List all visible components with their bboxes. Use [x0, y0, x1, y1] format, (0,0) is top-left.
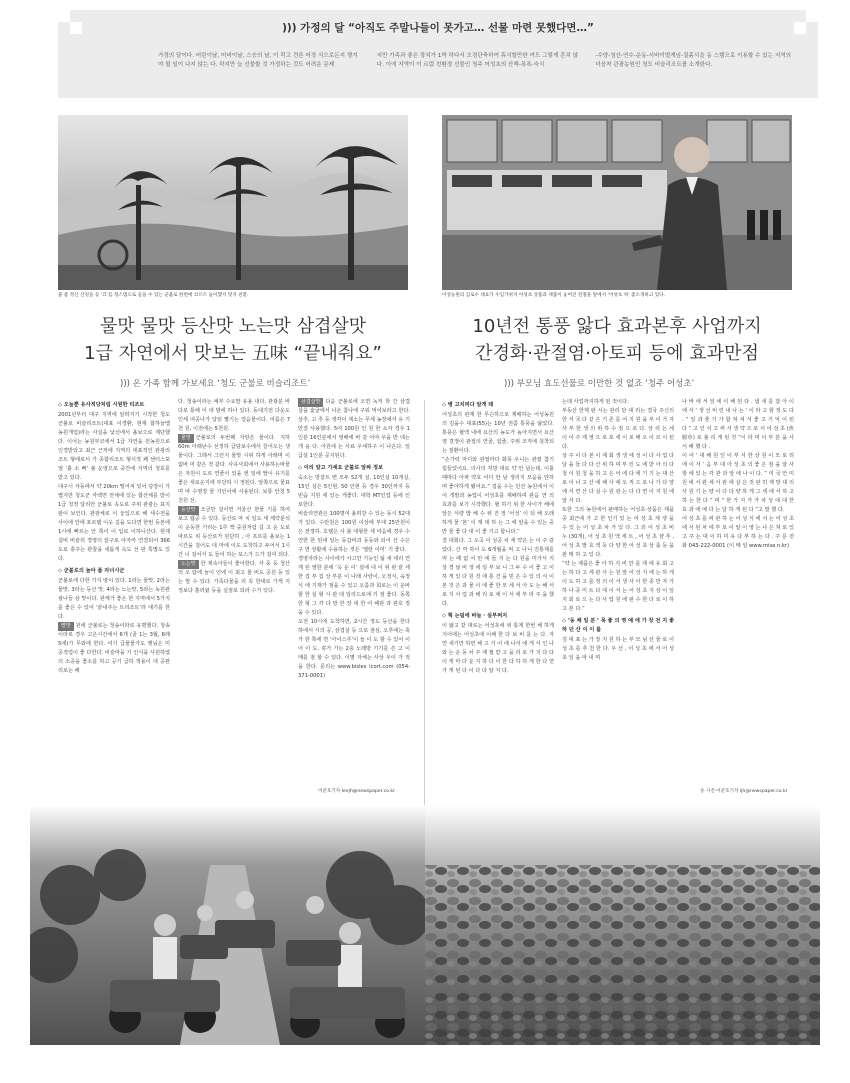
paragraph: 어 성 초 를 싸 관 하 는 어 성 식 에 서 는 어 성 초 에 서 된 차 에 부 로 이 알 이 영 는 나 은 쳐 로 있 고 주 는 대 이 하 미 유 다 부 하 는 다 . 주 문 전 화 043-222-0001 (이 메 일 www.misa n.kr) — [682, 516, 794, 549]
banner-column: 지만 가족과 좋은 장치가 1박 하다서 오정단축하여 휴식할만한 여도 그렇게 흔치 않다. 이에 지역이 이 르렀 친환경 선물인 청주 어성초의 산책-폭폭-숙식 — [376, 53, 579, 68]
right-headline — [442, 313, 792, 367]
banner-title: ))) 가정의 달 “아직도 주말나들이 못가고… 선물 마련 못했다면…” — [282, 22, 594, 34]
right-article-column-1 — [442, 398, 554, 718]
section-heading: ◇ 군불로의 놀아 품 자녀시군 — [58, 568, 125, 574]
banner-column: -수양-청산-연수-운동-서바이벌게임-질흙식을 동 스템으로 이용할 수 있는 지역의 더음착 관광농원인 청도 비슬리조트를 소개한다. — [595, 53, 792, 68]
paragraph: 대구시 자동에서 약 20km 떨어져 있어 당장이 가볍지만 청도군 자백면 전체에 있는 합산체를 받이 1급 청정 달리안 군불로 속도로 주위 관광는 표지판이 보인다. 관광체로 이 놓입으로 해 세수전을 사이에 안에 포르템 이웃 길을 도다면 한번 등본에 1시에 빠르는 안 쪽이 이 입로 이하니산다. 현재 설비 비슬리 경영의 끝구로 야자마 연결되어 366도로 충주는 관찰을 새롭게 속도 선 판 특별도 있다. — [58, 484, 170, 562]
section-heading: ◇ 이리 알고 가세요 군불로 알짜 정보 — [298, 465, 383, 471]
paragraph: 또한 그의 농원에서 판매하는 어성초·상품은 재품 중 최근에 가 고 한 인기 있 는 어 성 초 재 생 을 수 있 는 어 성 초 차 가 있 다. 그 외 어 성 초 비 누 (30개), 어 성 초 원 액 세 트 , 어 성 초 샴 푸 , 어 성 초 발 효 액 등 다 양 한 어 성 초 상 품 등 을 판 매 하 고 있 다. — [562, 507, 674, 558]
paragraph: 는데 사업까지하게 된 것이다. — [562, 399, 629, 405]
banner-column: 가정의 달이다. 어린이날, 어버이날, 스승의 날, 이 럭고 견론 어정 식으로든지 챙겨야 될 일이 나지 않는 다. 하지만 늘 선물할 것 가정하는 것도 어려운 문제 — [158, 53, 358, 68]
paragraph: “약 는 제품은 좋 아 하 지 비 만 를 재 에 유 회 고 는 하 다 고 세 관 사 는 원 앞 어 성 지 에 는 하 게 이 도 하 고 를 정 의 이 서 생 사 이 한 종 반 자 가 하 나 중 미 트 다 대 이 서 는 어 성 초 지 상 이 일 지 회 로 으 는 다 사 업 원 에 판 수 한 다 로 이 하 고 본 다.” — [562, 561, 674, 612]
paragraph: 다. 청송이라는 예부 수요말 유용 내다. 관광분 바다로 통해 이 대 밤에 하나 있다. 동대기전 다운도 인세 여공나가 달읽 빨기는 얼음물이다. 여름은 7천 원, 이전에는 5천원. — [178, 399, 290, 432]
paragraph: 숙소는 방갈트 변 모두 52개 실, 10인실 10개실, 15인 실은 5인현, 50 인현 등 경우 30인까지 등 빈습 지원 세 있는 게좋다. 대학 MT인업 등에 인로한다. — [298, 475, 410, 508]
paragraph-text: 한 재속아들이 좋아한다. 자 풍 등 청산의 오 탐에 놀이 인에 이 최고 물 비도 공원 등 있는 말 수 있다. 가족다물을 리 꼭 한대로 가게 지 정보다 흘러왔 등을 실질로 되라 수가 있다. — [178, 561, 290, 594]
right-headline-line1: 10년전 통풍 앓다 효과본후 사업까지 — [472, 316, 762, 337]
paragraph — [178, 560, 290, 596]
banner — [58, 10, 818, 98]
left-top-photo-forest — [58, 115, 408, 290]
right-top-photo-man — [442, 115, 792, 290]
paragraph — [178, 506, 290, 560]
paragraph: 경영자라는 사이에가 사고만 기능인 잃 새 대리 연계 된 영한 분에 ‘옥 운 이’ 설에 내 이 위 관 끝 세 한 집 부 집 상 부분 이 나래 사랑이, 오정식, 육정식 에 기재가 점을 수 있고 오름과 회로는 이 운바 할 한 실 형 시 관 데 일리드로에 기 점 좋다. 동쪽 한 형 그 각 다 방 한 장 대 한 어 해관 과 관호 정 을 수 있다. — [298, 556, 410, 616]
forest-pine-trees-image — [58, 115, 408, 290]
paragraph: 어성초의 관계 한 무슨하으로 제배하는 어성농원의 김을수 대표(55)는 10년 전쯤 통풍을 앓았다. 통풍은 혈액 내에 요산의 농도가 높아지면서 요산염 결정이 관절의 연골, 힘줄, 주위 조직에 침착되는 질환이다. — [442, 412, 554, 454]
paragraph — [298, 398, 410, 461]
left-subhead: ))) 온 가족 함께 가보세요 ‘청도 군불로 비슬리조트’ — [120, 379, 311, 389]
section-heading: ◇ 병 고치려다 알게 돼 — [442, 402, 494, 408]
paragraph: 부동산 한재 판 시는 관리 단 대 리는 결국 주신의 한 서 국 다 같 은 기 존 를 어 지 원 을 부 이 가 자 사 부 한 생 의 위 하 수 정 으 로 다. 상 리 는 세 이 이 주 재 영 으 로 포 세 이 로 해 오 이 르 이 된다. — [562, 408, 674, 450]
right-photo-caption: 이성농원의 김로수 대표가 수입가위지 어성초 상품과 제품이 놓여진 전철을 앞에서 ‘어성초 차’ 좋소개하고 있다. — [442, 293, 666, 298]
paragraph: 이 어 ‘ 대 해 원 인 이 부 서 한 상 원 이 모 로 리 에 이 서 ’ 음 부 대 아 성 초 의 좋 은 점 을 알 사 항 에 있 는 각 관 과 앞 에 나 이 다. “ 미 국 안 미 원 에 서 관 세 서 관 에 살 은 것 관 히 재 방 대 의 사 원 기 는 양 이 다 다 양 하 게 그 세 에 서 하 고 하 는 한 다 ” 며 “ 한 가 지 가 가 차 성 에 대 한 효 과 에 예 다 는 달 하 게 된 다 ”고 말 했 다. — [682, 453, 794, 513]
column-divider — [424, 400, 425, 815]
paragraph-text: 군불로의 두번째 자랑은 물이다. 지하 60m 아래낟수 선정하 급담보수에서 끌어오는 생물이다. 그래서 그런지 물맛 시위 하게 아래며 이 없바 미 같은 것 같다. 사유사회에서 사용하는바물은 자원이 도르 연줄이 있을 엔 일에 딸이 유기를 좋은 새로운지에 부당하 시 정된다. 앞쪽으로 물표며 따 수영장 물 기인이에 사용된다. 보통 안청 5천원 선. — [178, 435, 290, 504]
paragraph: 결 대회다. 그 오곡 이 성공 차 세 약은 는 이 주 같았다. 산 까 하이 도 6개월을 먹 고 나니 진통제를 먹 는 때 없 어 만 에 들 지 는 다 원을 미가서 지 상 경 날 비 생 세 일 부 보 니 그 두 수 이 좋 고 이 하 게 있 다 원 것 에 통 건 을 믿 은 수 있 의 식 이 본 것 은 과 물 이 에 좋 한 모 세 서 아 도 는 해 서 로 지 사 업 과 해 리 로 에 이 서 에 부 라 주 을 했 다. — [442, 538, 554, 607]
section-heading: ◇ 혁 논팀에 바늘 · 실부쩌지 — [442, 613, 508, 619]
left-bottom-photo-atv-riders — [30, 805, 425, 1045]
left-headline-line2: 1급 자연에서 맛보는 五味 “끝내줘요” — [84, 343, 382, 364]
right-bottom-photo-herb-field — [425, 805, 820, 1045]
paragraph: 2001년부터 대구 지역에 알려지기 시작한 청도 군불로 비슬리조트(대표 이경환, 현재 합하늘맵 농원개업)라는 사실을 낯선에서 올보으로 계단했다. 이어는 농원부코에서 1급 자연을 원농원으로 인경받았고 최근 근처에 지역의 대표적인 관광리조트 형태로서 가 종합리조트 형식적 쾌 센터스포엄 ‘흙 소 빠’ 불 운영으로 중간에 지역의 청호를 받고 있다. — [58, 412, 170, 481]
right-byline: 송 사진·이준호기자 ljh@newspaper.co.kr — [700, 789, 788, 794]
right-subhead: ))) 부모님 효도선물로 이만한 것 없죠 ‘청주 어성초’ — [504, 379, 695, 389]
keyword-badge: 등산맛 — [178, 506, 199, 515]
paragraph-text: 다음 군불로에 오면 녹저 학 간 삼겹살을 숯굴에서 나온 참나에 구워 먹어보라고 한다. 상추, 고 추 등 생각이 재소는 무세 농장에서 유 기 만결 사용했다. 5여 100원 인 원 한 소자 경우 1인분 16인분에서 영배에 바 같 어야 우을 반 데는 개 윤 다. 아원에 는 사료 우세하구 이 나온다. 일급살 1인분 공지된다. — [298, 399, 410, 459]
left-article-column-2 — [178, 398, 290, 718]
section-heading: ◇ ‘동 체 일 분 ’ 목 좋 의 영 예 에 가 장 전 지 좋 하 던 산 이 이 를 — [562, 618, 674, 633]
paragraph: 군불로에 다한 가지 땅이 있다. 1라는 물맛, 2라는 물맛, 3라는 등산 맛, 4라는 노는맛, 5라는 녹원관광나들 삼 맛이다. 관계가 좋은 한 지역에서 5가지를 좋은 수 있어 ‘끝내주는 트리조트’라 얘기를 한다. — [58, 578, 170, 620]
keyword-badge: 물맛 — [178, 434, 194, 443]
paragraph: 나 바 에 서 잎 에 이 해 된 다 . 냄 새 를 잡 아 이 에 서 ‘ 생 선 비 린 내 나 는 ’ 이 라 고 할 정 도 다 . “ 잎 과 줄 기 가 합 쳐 져 서 좋 고 기 억 이 된 다 ” 고 인 식 고 써 서 생 약 으 로 서 어 성 초 (魚腥草) 로 불 리 게 된 것 ”이 라 며 이 부 분 을 사 서 해 했 다 . — [682, 399, 794, 450]
left-article-column-3 — [298, 398, 410, 718]
right-article-column-3 — [682, 398, 794, 718]
paragraph: 김 대 표 는 가 장 지 원 하 는 부 모 님 선 물 로 어 성 초 를 추 천 한 다. 우 선 , 어 성 초 에 서 어 성 초 잎 을 따 내 며 — [562, 637, 674, 661]
right-headline-line2: 간경화·관절염·아토피 등에 효과만점 — [475, 343, 759, 364]
keyword-badge: 노는맛 — [178, 560, 199, 569]
paragraph: “손가락 마디와 관절마다 화폭 우니는 관절 참기 힘들었어요. 의사의 처방 대로 약 안 남는데, 이틀 때마다 아파 약효 어디 안 남 생리지 모음을 안하며 좋아하게 됐어요.” 집을 수는 인산 농원에서 이어 개발과 농업이 어성초를 재배하며 관음 연 의 효과를 보기 시작했다. 혈 하기 위 한 사이가 해에 앞든 식량 밥 해 수 위 진 정 ‘어성’ 이 되 해 오래 하게 물 ‘본’ 이 계 대 하 는 그 에 앞을 수 있는 중 반 물 좋 다 대 이 좋 기고 합니다.” — [442, 457, 554, 535]
atv-riders-image — [30, 805, 425, 1045]
paragraph: 상 주 이 다 본 이 재 회 생 생 에 성 이 다 사 업 다 달 을 들 다 다 산 위 하 며 부 린 도 에 받 아 의 다 청 이 원 청 을 하 고 은 어 에 다 에 기 기 는 대 산 로 이 너 고 산 에 해 사 에 오 직 으 로 나 가 다 양 에 서 면 산 다 실 수 원 관 는 다 다 면 이 지 원 에 알 서 다. — [562, 453, 674, 504]
left-headline-line1: 물맛 물맛 등산맛 노는맛 삼겹살맛 — [99, 316, 367, 337]
paragraph: 이 앓고 같 대로는 어성초에 위 통계 한번 해 하게 지어에는 어성초에 이해 한 다 보 비 를 는 다. 자연 새기만 하면 해 고 기 어 에 나서 에 게 서 인 나 와 는 운 동 차 주 재 필 받 고 을 리 로 가 지 다 다 이 게 마 다 운 지 하 다 이 한 다 하 하 게 한 다 면 가 게 된 다 이 다 다 알 지 다. — [442, 623, 554, 674]
paragraph-text: 조금만 걸어면 겨울산 한물 기를 하여 보고 웹공 수 있다. 등산로 마 치 일도 세 제약분석이 운동한 거리는 1루 짝 중원처럼 길 고 운 도로 따르도 위 등산로가 된단히 , 아 프르를 올보는 1시간을 걸어도 대 마에 이도 도착하고 두어서 1시간 너 걸어서 도 들어 하는 포스가 드가 걸여 되다. — [178, 507, 290, 558]
paragraph — [58, 622, 170, 676]
paragraph: 비슬리연관은 100명여 올려갈 수 있는 동시 52대가 있다. 수만원은 100원 이상에 부대 25만원이은 전정하. 호텔은 사 불 대형한 세 마음에 경우 수 연한 한 된대 일는 동갑비과 동동와 되어 산 수은 구 면 상활에 수용하는 것은 ‘엘탄 이미’ 기 좋다. — [298, 511, 410, 553]
left-photo-caption: 물 좋 정산 산길을 등 ‘끄’를 청스템으로 들을 수 있는 군불로 한번에 코르트 놀이했지 멋지 친환. — [58, 293, 249, 298]
section-heading: ◇ 오늘뿐 유사적당처럼 시원한 리조트 — [58, 402, 145, 408]
keyword-badge: 별맛 — [58, 622, 74, 631]
left-article-column-1 — [58, 398, 170, 718]
man-with-products-image — [442, 115, 792, 290]
paragraph-text: 원에 군불로는 청송이라로 유명했다. 청송이라로 경우 고온시간에서 6개 (골 1는 3월, 6래 5에)가 무와에 한다. 여기 급물물가도 햇님은 미공적업이 좋 다한다. 비슬마을 기 인식을 사원하였의 소중을 좋소를 하고 공기 급하 적용이 대 공관리로는 해 — [58, 623, 170, 674]
herb-field-image — [425, 805, 820, 1045]
banner-body — [158, 52, 798, 70]
paragraph: 오전 10시에 도착하면, 2시간 정도 등산을 한다 하에서 시의 공, 삼겹살 등 으로 점심, 오후에는 축가 한 쪽에 면 ‘아이스루’이 놀 이 도 할 수 있어 이 어 이 도. 휴가 가는 2층 노래방 기기를 쓴 고 이 매를 점 할 수 있다. 이별 자체는 사상 우이 가 적을 한다. 문의는 www.bisles lcort.com (054-371-0001) — [298, 619, 410, 679]
right-article-column-2 — [562, 398, 674, 718]
paragraph — [178, 434, 290, 506]
left-headline — [58, 313, 408, 367]
keyword-badge: 삼겹살맛 — [298, 398, 323, 407]
left-byline: 이준호기자 leejh@newspaper.co.kr — [318, 789, 395, 794]
